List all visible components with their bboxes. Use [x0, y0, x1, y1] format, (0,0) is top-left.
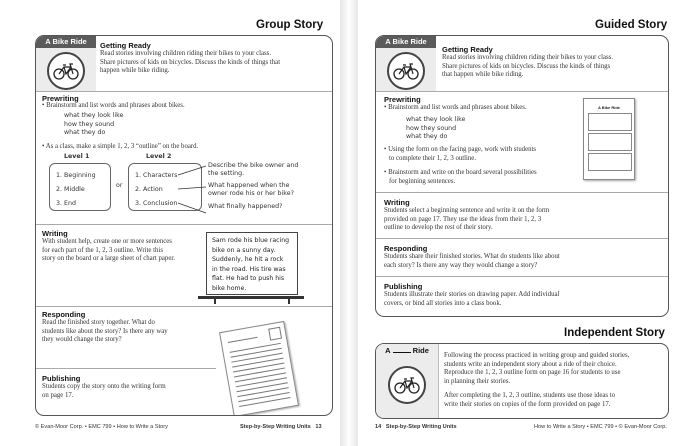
writing-text: With student help, create one or more sentences for each part of the 1, 2, 3 outline. Write this story on the board or a large sheet of chart paper.	[42, 238, 175, 263]
footer-left: 14 Step-by-Step Writing Units	[375, 424, 457, 430]
prewriting-phrases: what they look like how they sound what they do	[406, 116, 466, 140]
prewriting-bullet-2: • As a class, make a simple 1, 2, 3 “outline” on the board.	[42, 143, 199, 150]
or-label: or	[116, 182, 123, 189]
level-2-box: 1. Characters 2. Action 3. Conclusion	[128, 163, 202, 211]
prewriting-bullet-2: • Using the form on the facing page, work with students to complete their 1, 2, 3 outline.	[384, 146, 537, 162]
divider	[376, 238, 668, 239]
card-header	[376, 344, 439, 418]
level-1-title: Level 1	[64, 153, 90, 160]
getting-ready-heading: Getting Ready	[100, 41, 151, 50]
bike-icon	[47, 52, 85, 90]
divider	[376, 276, 668, 277]
publishing-heading: Publishing	[42, 374, 81, 383]
group-story-card	[35, 35, 333, 416]
responding-heading: Responding	[42, 310, 86, 319]
card-label: A Bike Ride	[36, 36, 96, 48]
getting-ready-text: Read stories involving children riding their bikes to your class. Share pictures of kids on bicycles. Discuss the kinds of things that happen while bike riding.	[100, 50, 281, 75]
guided-story-title: Guided Story	[595, 19, 668, 31]
prewriting-heading: Prewriting	[42, 94, 79, 103]
getting-ready-text: Read stories involving children riding their bikes to your class. Share pictures of kids on bicycles. Discuss the kinds of things that happen while bike riding.	[442, 54, 614, 79]
divider	[36, 224, 332, 225]
chart-leg	[214, 296, 216, 304]
divider	[376, 192, 668, 193]
level-2-title: Level 2	[146, 153, 172, 160]
publishing-heading: Publishing	[384, 282, 423, 291]
writing-form-thumbnail	[219, 321, 299, 416]
level-1-box: 1. Beginning 2. Middle 3. End	[49, 163, 111, 211]
writing-heading: Writing	[384, 198, 410, 207]
writing-heading: Writing	[42, 229, 68, 238]
publishing-text: Students illustrate their stories on drawing paper. Add individual covers, or bind all stories into a class book.	[384, 291, 560, 307]
independent-story-card	[375, 343, 669, 419]
independent-story-title: Independent Story	[564, 327, 665, 339]
getting-ready-heading: Getting Ready	[442, 45, 493, 54]
right-page	[358, 0, 700, 446]
footer-right: How to Write a Story • EMC 799 • © Evan-Moor Corp.	[534, 424, 667, 430]
divider	[376, 91, 668, 92]
responding-text: Read the finished story together. What do students like about the story? Is there any way they would change the story?	[42, 319, 168, 344]
outline-form-thumbnail: A Bike Ride	[583, 98, 635, 180]
divider	[36, 306, 332, 307]
left-page	[0, 0, 340, 446]
group-story-title: Group Story	[256, 19, 324, 31]
prewriting-bullet-1: • Brainstorm and list words and phrases about bikes.	[42, 102, 185, 109]
writing-text: Students select a beginning sentence and write it on the form provided on page 17. They use the ideas from their 1, 2, 3 outline to develop the rest of their story.	[384, 207, 550, 232]
level-2-notes: Describe the bike owner and the setting. What happened when the owner rode his or her bike? What finally happened?	[208, 162, 299, 210]
divider	[36, 91, 332, 92]
prewriting-bullet-3: • Brainstorm and write on the board several possibilities for beginning sentences.	[384, 169, 537, 185]
chart-leg	[288, 296, 290, 304]
page-gutter	[340, 0, 358, 446]
publishing-text: Students copy the story onto the writing form on page 17.	[42, 383, 166, 399]
footer-right: Step-by-Step Writing Units 13	[240, 424, 322, 430]
sample-story-box: Sam rode his blue racing bike on a sunny day. Suddenly, he hit a rock in the road. His tire was flat. He had to push his bike home.	[206, 232, 298, 295]
independent-text-1: Following the process practiced in writing group and guided stories, students write an independent story about a ride of their choice. Reproduce the 1, 2, 3 outline form on page 16 for students to use in planning their stories.	[444, 352, 630, 385]
responding-text: Students share their finished stories. What do students like about each story? Is there any way they would change a story?	[384, 253, 560, 269]
card-header	[36, 36, 96, 92]
prewriting-heading: Prewriting	[384, 95, 421, 104]
divider	[36, 368, 216, 369]
bike-icon	[387, 52, 425, 90]
footer-left: © Evan-Moor Corp. • EMC 799 • How to Write a Story	[35, 424, 168, 430]
card-header	[376, 36, 436, 92]
card-label: A Bike Ride	[376, 36, 436, 48]
independent-text-2: After completing the 1, 2, 3 outline, students use those ideas to write their stories on copies of the form provided on page 17.	[444, 392, 616, 408]
guided-story-card	[375, 35, 669, 317]
card-label: A Ride	[376, 344, 438, 356]
prewriting-bullet-1: • Brainstorm and list words and phrases about bikes.	[384, 104, 527, 111]
responding-heading: Responding	[384, 244, 428, 253]
bike-icon	[388, 366, 426, 404]
prewriting-phrases: what they look like how they sound what they do	[64, 112, 124, 136]
